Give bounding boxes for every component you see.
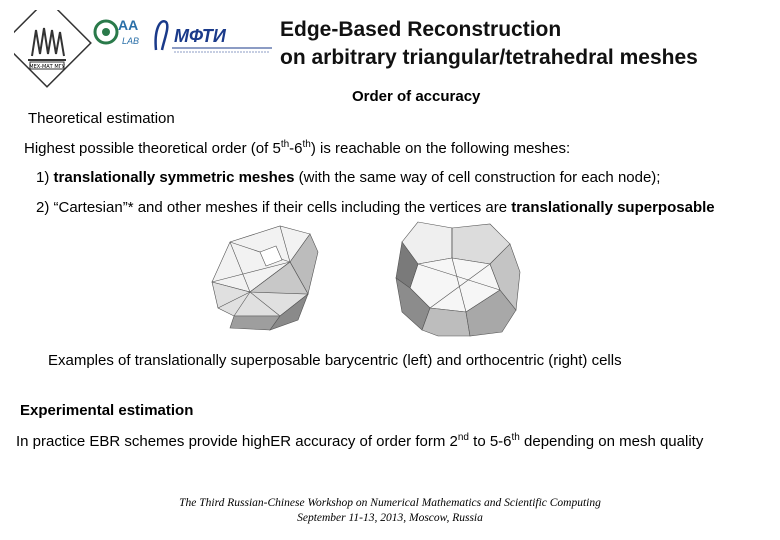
intro-sup-1: th bbox=[280, 139, 290, 150]
footer-line-1: The Third Russian-Chinese Workshop on Numerical Mathematics and Scientific Computing bbox=[179, 497, 601, 509]
experimental-text bbox=[16, 433, 703, 450]
exp-text-a: In practice EBR schemes provide highER accuracy of order form 2 bbox=[16, 433, 458, 450]
intro-sup-2: th bbox=[302, 139, 311, 150]
barycentric-cell-figure bbox=[212, 226, 318, 330]
intro-text-c: ) is reachable on the following meshes: bbox=[310, 140, 571, 157]
theoretical-heading: Theoretical estimation bbox=[28, 110, 175, 127]
exp-sup-1: nd bbox=[457, 432, 469, 443]
exp-sup-2: th bbox=[511, 432, 520, 443]
intro-text-a: Highest possible theoretical order (of 5 bbox=[24, 140, 281, 157]
experimental-heading: Experimental estimation bbox=[20, 402, 194, 419]
item1-number: 1) bbox=[36, 169, 54, 186]
footer bbox=[0, 496, 780, 526]
svg-text:МФТИ: МФТИ bbox=[174, 26, 226, 46]
mipt-logo bbox=[156, 21, 272, 52]
item1-bold: translationally symmetric meshes bbox=[53, 169, 295, 186]
mesh-figures bbox=[190, 212, 540, 352]
svg-text:МЕХ-МАТ МГУ: МЕХ-МАТ МГУ bbox=[29, 64, 65, 70]
logos bbox=[14, 10, 276, 88]
lab-logo bbox=[95, 17, 139, 46]
slide-title bbox=[280, 16, 698, 72]
list-item-1 bbox=[36, 169, 660, 186]
item1-rest: (with the same way of cell construction for each node); bbox=[294, 169, 661, 186]
item2-bold: translationally superposable bbox=[511, 199, 715, 216]
section-subtitle: Order of accuracy bbox=[352, 88, 481, 105]
exp-text-b: to 5-6 bbox=[468, 433, 512, 450]
msu-mechmath-logo bbox=[14, 10, 91, 87]
exp-text-c: depending on mesh quality bbox=[519, 433, 704, 450]
theoretical-intro bbox=[24, 140, 570, 157]
title-line-1: Edge-Based Reconstruction bbox=[280, 18, 562, 41]
svg-text:LAB: LAB bbox=[122, 36, 140, 46]
footer-line-2: September 11-13, 2013, Moscow, Russia bbox=[297, 512, 483, 524]
title-line-2: on arbitrary triangular/tetrahedral meshes bbox=[280, 46, 698, 69]
orthocentric-cell-figure bbox=[396, 222, 520, 336]
item2-text: 2) “Cartesian”* and other meshes if their cells including the vertices are bbox=[36, 199, 512, 216]
figure-caption: Examples of translationally superposable barycentric (left) and orthocentric (right) cells bbox=[48, 352, 622, 369]
intro-text-b: -6 bbox=[289, 140, 303, 157]
svg-text:AA: AA bbox=[118, 17, 139, 33]
